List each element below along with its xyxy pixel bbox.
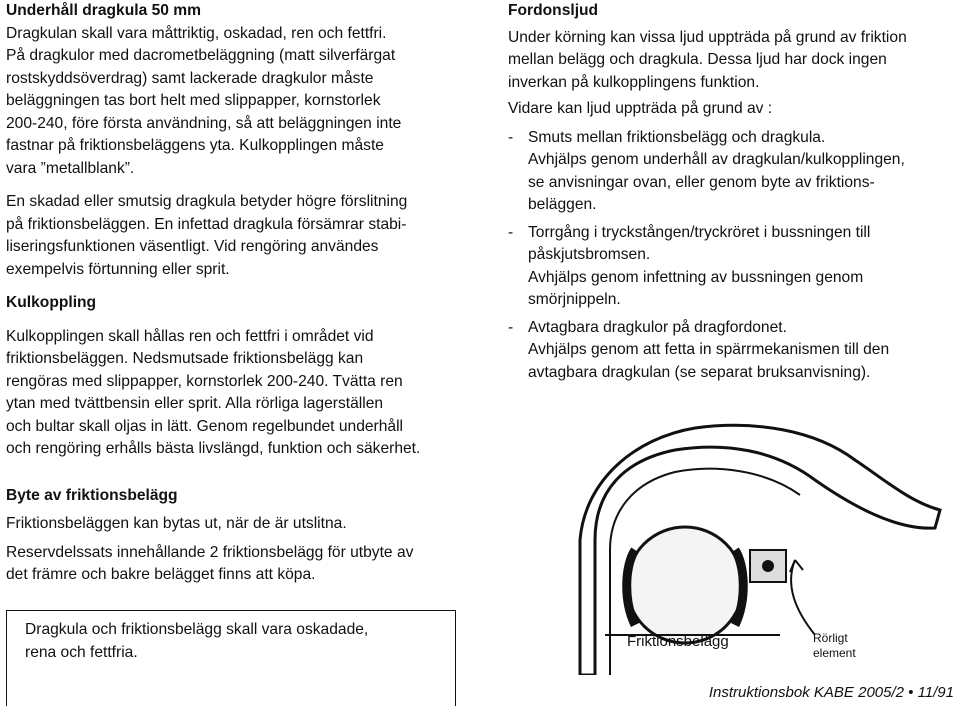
heading-kulkoppling: Kulkoppling [6, 294, 97, 311]
paragraph-byte-2: Reservdelssats innehållande 2 friktionsbelägg för utbyte av det främre och bakre belägget finns att köpa. [6, 543, 414, 583]
paragraph-vidare: Vidare kan ljud uppträda på grund av : [508, 100, 773, 117]
label-rorligt: Rörligt [813, 631, 848, 645]
paragraph-byte-1: Friktionsbeläggen kan bytas ut, när de är utslitna. [6, 515, 347, 532]
tow-ball [627, 527, 743, 643]
paragraph-maintenance-1: Dragkulan skall vara måttriktig, oskadad, ren och fettfri. På dragkulor med dacrometbeläggning (matt silverfärgat rostskyddsöverdrag) samt lackerade dragkulor måste beläggningen tas bort helt med slippapper, kornstorlek 200-240, före första användning, så att beläggningen inte fastnar på friktionsbeläggens yta. Kulkopplingen måste vara ”metallblank”. [6, 24, 402, 177]
list-item-torrgang: - Torrgång i tryckstången/tryckröret i bussningen till påskjutsbromsen. Avhjälps genom infettning av bussningen genom smörjnippeln. [508, 223, 871, 308]
heading-maintenance: Underhåll dragkula 50 mm [6, 2, 201, 19]
label-element: element [813, 646, 856, 660]
paragraph-fordonsljud: Under körning kan vissa ljud uppträda på grund av friktion mellan belägg och dragkula. Dessa ljud har dock ingen inverkan på kulkopplingens funktion. [508, 28, 907, 91]
paragraph-maintenance-2: En skadad eller smutsig dragkula betyder högre förslitning på friktionsbeläggen. En infettad dragkula försämrar stabi- liseringsfunktionen väsentligt. Vid rengöring användes exempelvis förtunning eller sprit. [6, 193, 408, 278]
note-box: Dragkula och friktionsbelägg skall vara oskadade, rena och fettfria. [6, 610, 456, 706]
left-column [6, 0, 466, 587]
heading-byte: Byte av friktionsbelägg [6, 486, 178, 504]
list-item-avtagbara: - Avtagbara dragkulor på dragfordonet. Avhjälps genom att fetta in spärrmekanismen till den avtagbara dragkulan (se separat bruksanvisning). [508, 318, 890, 381]
coupling-illustration [565, 420, 945, 675]
heading-fordonsljud: Fordonsljud [508, 2, 599, 19]
list-item-smuts: - Smuts mellan friktionsbelägg och dragkula. Avhjälps genom underhåll av dragkulan/kulkopplingen, se anvisningar ovan, eller genom byte av friktions- beläggen. [508, 128, 905, 213]
paragraph-kulkoppling: Kulkopplingen skall hållas ren och fettfri i området vid friktionsbeläggen. Nedsmutsade friktionsbelägg kan rengöras med slippapper, kornstorlek 200-240. Tvätta ren ytan med tvättbensin eller sprit. Alla rörliga lagerställen och bultar skall oljas in lätt. Genom regelbundet underhåll och rengöring erhålls bästa livslängd, funktion och säkerhet. [6, 327, 421, 457]
page-footer: Instruktionsbok KABE 2005/2 • 11/91 [708, 684, 954, 701]
label-friktionsbelagg: Friktionsbelägg [627, 633, 729, 650]
right-column [508, 0, 958, 384]
